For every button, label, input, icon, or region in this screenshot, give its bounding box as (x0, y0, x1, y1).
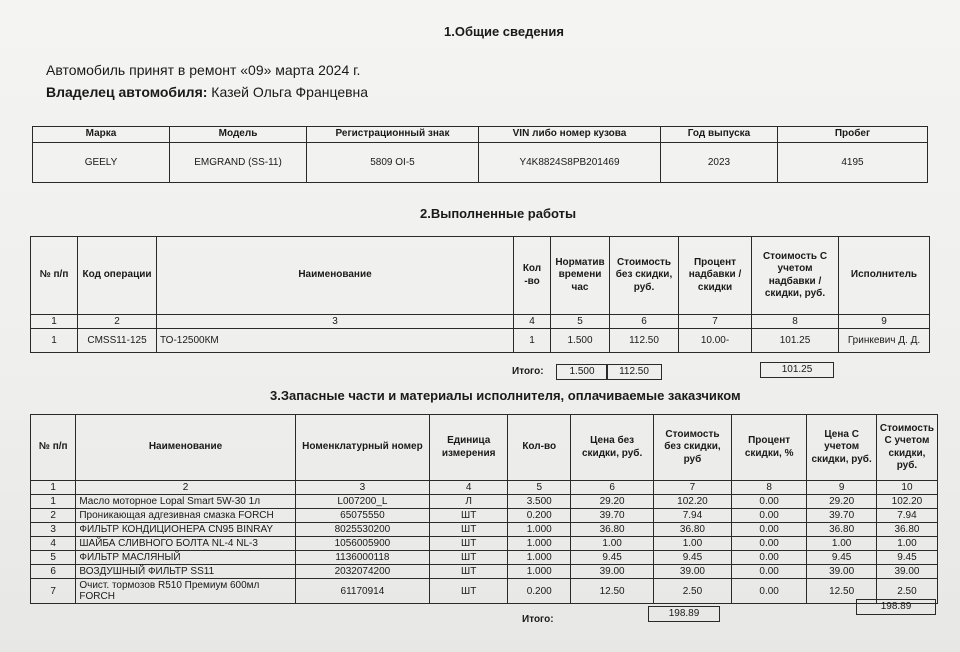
works-table (30, 236, 930, 353)
works-total-label: Итого: (512, 366, 544, 377)
col-header: Цена С учетом скидки, руб. (807, 415, 877, 481)
owner-line (46, 84, 368, 100)
col-header: Модель (170, 127, 307, 143)
col-header: Стоимость без скидки, руб (653, 415, 731, 481)
col-header: Кол-во (508, 415, 571, 481)
cell: 0.00 (731, 495, 806, 509)
col-header: № п/п (31, 237, 78, 315)
col-number: 9 (807, 481, 877, 495)
vehicle-year: 2023 (661, 143, 778, 183)
cell: Очист. тормозов R510 Премиум 600мл FORCH (76, 579, 295, 604)
parts-total-discounted: 198.89 (856, 599, 936, 615)
col-number: 6 (571, 481, 654, 495)
cell: Гринкевич Д. Д. (839, 329, 930, 353)
parts-row (31, 509, 938, 523)
cell: ФИЛЬТР МАСЛЯНЫЙ (76, 551, 295, 565)
cell: ШАЙБА СЛИВНОГО БОЛТА NL-4 NL-3 (76, 537, 295, 551)
cell: 6 (31, 565, 76, 579)
cell: 4 (31, 537, 76, 551)
col-header: Процент скидки, % (731, 415, 806, 481)
works-total-discounted: 101.25 (760, 362, 834, 378)
parts-row (31, 551, 938, 565)
cell: 65075550 (295, 509, 430, 523)
cell: 1.000 (508, 551, 571, 565)
col-header: Марка (33, 127, 170, 143)
cell: 39.00 (807, 565, 877, 579)
cell: 2 (31, 509, 76, 523)
col-header: Код операции (78, 237, 157, 315)
cell: Л (430, 495, 508, 509)
received-date-line: Автомобиль принят в ремонт «09» марта 2024 г. (46, 62, 361, 78)
col-header: Стоимость С учетом скидки, руб. (876, 415, 937, 481)
parts-header-row (31, 415, 938, 481)
works-number-row (31, 315, 930, 329)
cell: 0.00 (731, 523, 806, 537)
col-header: Процент надбавки /скидки (679, 237, 752, 315)
owner-name: Казей Ольга Францевна (211, 84, 369, 100)
cell: ШТ (430, 537, 508, 551)
vehicle-model: EMGRAND (SS-11) (170, 143, 307, 183)
col-number: 9 (839, 315, 930, 329)
cell: 29.20 (571, 495, 654, 509)
col-header: Регистрационный знак (307, 127, 479, 143)
works-row (31, 329, 930, 353)
cell: 1.000 (508, 565, 571, 579)
cell: 1.000 (508, 523, 571, 537)
col-header: Исполнитель (839, 237, 930, 315)
cell: 7 (31, 579, 76, 604)
cell: ВОЗДУШНЫЙ ФИЛЬТР SS11 (76, 565, 295, 579)
section1-title: 1.Общие сведения (444, 24, 564, 39)
cell: ШТ (430, 509, 508, 523)
owner-label: Владелец автомобиля: (46, 84, 208, 100)
cell: ШТ (430, 523, 508, 537)
col-number: 4 (430, 481, 508, 495)
cell: 1.00 (876, 537, 937, 551)
col-number: 1 (31, 315, 78, 329)
cell: 0.00 (731, 551, 806, 565)
cell: 1.000 (508, 537, 571, 551)
col-number: 7 (679, 315, 752, 329)
cell: ФИЛЬТР КОНДИЦИОНЕРА CN95 BINRAY (76, 523, 295, 537)
col-header: Пробег (778, 127, 928, 143)
cell: 0.00 (731, 579, 806, 604)
parts-row (31, 495, 938, 509)
parts-number-row (31, 481, 938, 495)
cell: 9.45 (876, 551, 937, 565)
cell: 7.94 (876, 509, 937, 523)
col-number: 2 (76, 481, 295, 495)
col-number: 7 (653, 481, 731, 495)
cell: Масло моторное Lopal Smart 5W-30 1л (76, 495, 295, 509)
cell: 12.50 (571, 579, 654, 604)
works-header-row (31, 237, 930, 315)
cell: 1 (31, 329, 78, 353)
cell: 39.00 (571, 565, 654, 579)
works-total-hours: 1.500 (556, 364, 608, 380)
col-number: 3 (295, 481, 430, 495)
cell: 39.70 (807, 509, 877, 523)
parts-total-cost: 198.89 (648, 606, 720, 622)
vehicle-table (32, 126, 928, 183)
cell: 0.00 (731, 537, 806, 551)
cell: 0.200 (508, 509, 571, 523)
section3-title: 3.Запасные части и материалы исполнителя, оплачиваемые заказчиком (270, 388, 741, 403)
col-header: Наименование (157, 237, 514, 315)
col-header: Стоимость без скидки, руб. (610, 237, 679, 315)
cell: 0.00 (731, 509, 806, 523)
col-header: VIN либо номер кузова (479, 127, 661, 143)
cell: 1.00 (571, 537, 654, 551)
cell: 1 (31, 495, 76, 509)
vehicle-value-row (33, 143, 928, 183)
cell: ТО-12500КМ (157, 329, 514, 353)
vehicle-mileage: 4195 (778, 143, 928, 183)
cell: 1.00 (807, 537, 877, 551)
cell: 112.50 (610, 329, 679, 353)
cell: 1056005900 (295, 537, 430, 551)
parts-total-label: Итого: (522, 614, 554, 625)
cell: 61170914 (295, 579, 430, 604)
parts-row (31, 523, 938, 537)
col-number: 6 (610, 315, 679, 329)
cell: 3.500 (508, 495, 571, 509)
cell: 2.50 (653, 579, 731, 604)
works-total-cost: 112.50 (606, 364, 662, 380)
cell: 1136000118 (295, 551, 430, 565)
cell: 102.20 (653, 495, 731, 509)
cell: 9.45 (571, 551, 654, 565)
cell: 101.25 (752, 329, 839, 353)
col-header: Норматив времени час (551, 237, 610, 315)
cell: 0.200 (508, 579, 571, 604)
cell: 9.45 (807, 551, 877, 565)
col-number: 10 (876, 481, 937, 495)
vehicle-make: GEELY (33, 143, 170, 183)
vehicle-plate: 5809 OI-5 (307, 143, 479, 183)
cell: 5 (31, 551, 76, 565)
cell: 102.20 (876, 495, 937, 509)
col-header: Номенклатурный номер (295, 415, 430, 481)
col-header: Стоимость С учетом надбавки /скидки, руб. (752, 237, 839, 315)
col-number: 8 (752, 315, 839, 329)
parts-table (30, 414, 938, 604)
cell: 39.70 (571, 509, 654, 523)
col-number: 5 (551, 315, 610, 329)
cell: 1 (514, 329, 551, 353)
cell: 9.45 (653, 551, 731, 565)
cell: 7.94 (653, 509, 731, 523)
col-header: № п/п (31, 415, 76, 481)
cell: 36.80 (571, 523, 654, 537)
cell: 8025530200 (295, 523, 430, 537)
col-header: Наименование (76, 415, 295, 481)
vehicle-vin: Y4K8824S8PB201469 (479, 143, 661, 183)
cell: 39.00 (876, 565, 937, 579)
cell: 36.80 (876, 523, 937, 537)
cell: 3 (31, 523, 76, 537)
col-header: Цена без скидки, руб. (571, 415, 654, 481)
col-number: 4 (514, 315, 551, 329)
cell: CMSS11-125 (78, 329, 157, 353)
cell: ШТ (430, 551, 508, 565)
cell: ШТ (430, 579, 508, 604)
cell: 2032074200 (295, 565, 430, 579)
col-number: 8 (731, 481, 806, 495)
vehicle-header-row (33, 127, 928, 143)
col-number: 3 (157, 315, 514, 329)
cell: 1.00 (653, 537, 731, 551)
cell: L007200_L (295, 495, 430, 509)
col-number: 2 (78, 315, 157, 329)
cell: 1.500 (551, 329, 610, 353)
col-header: Год выпуска (661, 127, 778, 143)
parts-row (31, 579, 938, 604)
cell: ШТ (430, 565, 508, 579)
cell: 12.50 (807, 579, 877, 604)
cell: 39.00 (653, 565, 731, 579)
cell: 29.20 (807, 495, 877, 509)
cell: 36.80 (807, 523, 877, 537)
col-number: 5 (508, 481, 571, 495)
parts-row (31, 565, 938, 579)
cell: 36.80 (653, 523, 731, 537)
col-header: Единица измерения (430, 415, 508, 481)
cell: Проникающая адгезивная смазка FORCH (76, 509, 295, 523)
cell: 2.50 (876, 579, 937, 604)
col-header: Кол -во (514, 237, 551, 315)
cell: 10.00- (679, 329, 752, 353)
col-number: 1 (31, 481, 76, 495)
cell: 0.00 (731, 565, 806, 579)
parts-row (31, 537, 938, 551)
section2-title: 2.Выполненные работы (420, 206, 577, 221)
